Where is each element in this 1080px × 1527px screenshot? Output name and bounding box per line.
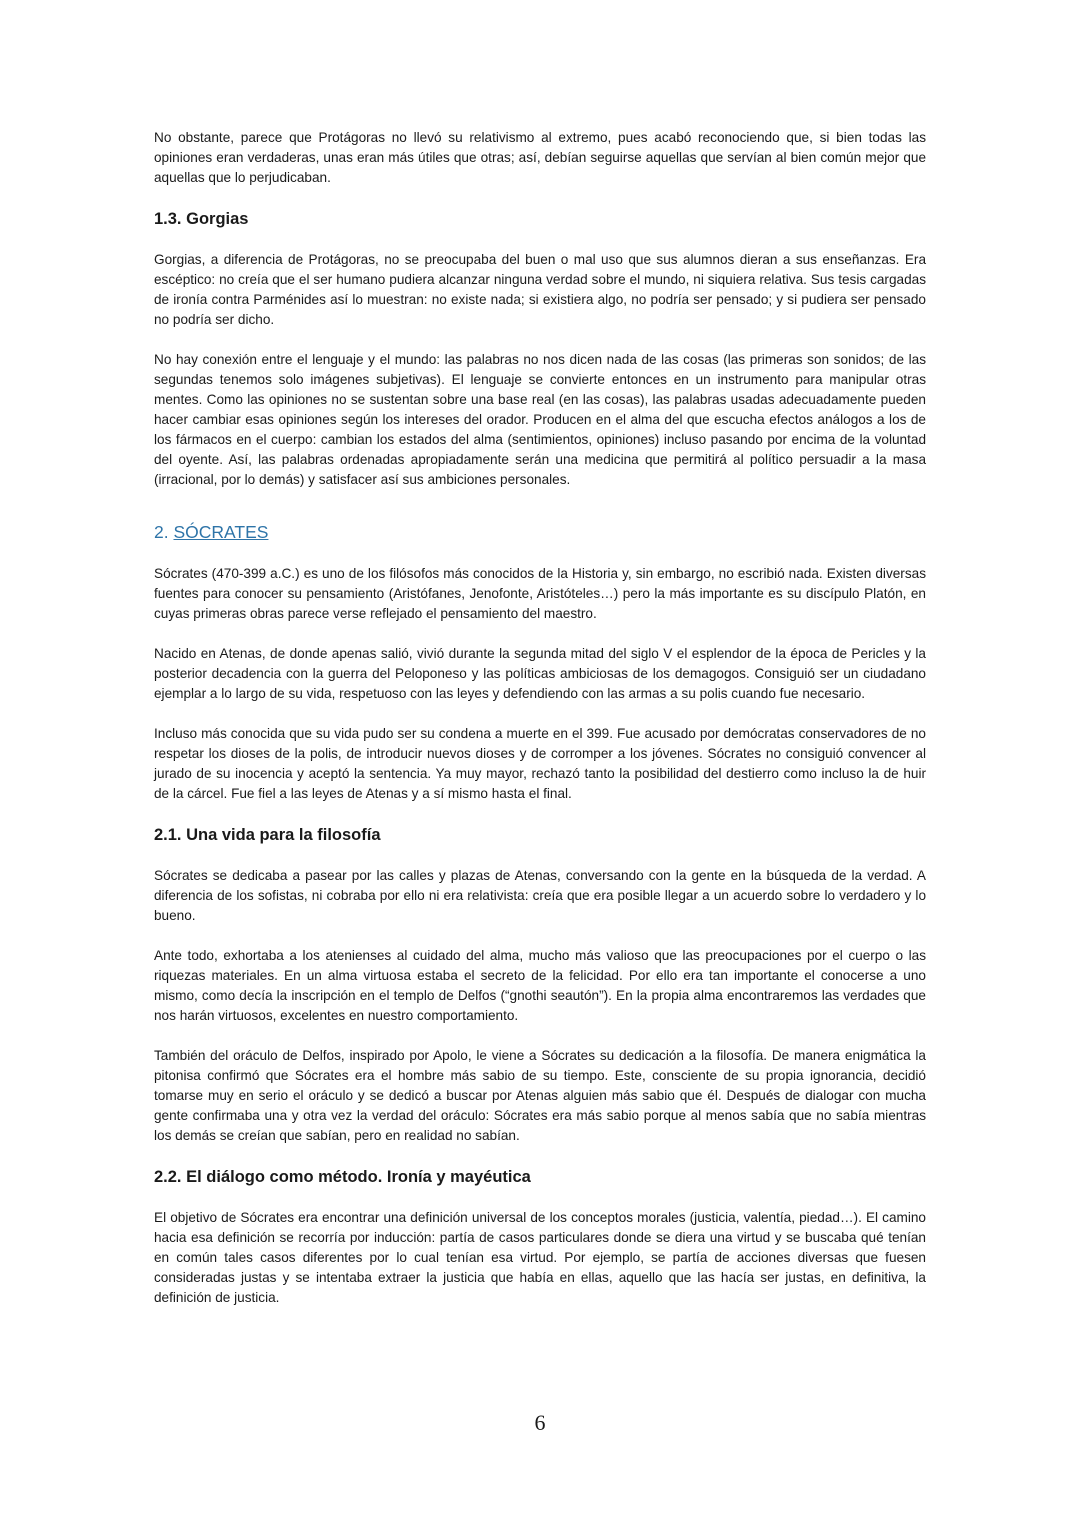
section-number: 2.: [154, 522, 169, 542]
paragraph-gorgias-1: Gorgias, a diferencia de Protágoras, no se preocupaba del buen o mal uso que sus alumnos dieran a sus enseñanzas. Era escéptico: no creía que el ser humano pudiera alcanzar ninguna verdad sobre el mundo, ni siquiera relativa. Sus tesis cargadas de ironía contra Parménides así lo muestran: no existe nada; si existiera algo, no podría ser pensado; y si pudiera ser pensado no podría ser dicho.: [154, 252, 926, 327]
section-heading-socrates: [154, 520, 926, 544]
paragraph-vida-2: Ante todo, exhortaba a los atenienses al cuidado del alma, mucho más valioso que las preocupaciones por el cuerpo o las riquezas materiales. En un alma virtuosa estaba el secreto de la felicidad. Por ello era tan importante el conocerse a uno mismo, como decía la inscripción en el templo de Delfos (“gnothi seautón”). En la propia alma encontraremos las verdades que nos harán virtuosos, excelentes en nuestro comportamiento.: [154, 948, 926, 1023]
paragraph-vida-3: También del oráculo de Delfos, inspirado por Apolo, le viene a Sócrates su dedicación a la filosofía. De manera enigmática la pitonisa confirmó que Sócrates era el hombre más sabio de su tiempo. Este, consciente de su propia ignorancia, decidió tomarse muy en serio el oráculo y se dedicó a buscar por Atenas alguien más sabio que él. Después de dialogar con mucha gente confirmaba una y otra vez la verdad del oráculo: Sócrates era más sabio porque al menos sabía que no sabía mientras los demás se creían que sabían, pero en realidad no sabían.: [154, 1048, 926, 1143]
paragraph-vida-1: Sócrates se dedicaba a pasear por las calles y plazas de Atenas, conversando con la gente en la búsqueda de la verdad. A diferencia de los sofistas, ni cobraba por ello ni era relativista: creía que era posible llegar a un acuerdo sobre lo verdadero y lo bueno.: [154, 868, 926, 923]
page-content: [154, 128, 926, 1328]
paragraph-gorgias-2: No hay conexión entre el lenguaje y el mundo: las palabras no nos dicen nada de las cosas (las primeras son sonidos; de las segundas tenemos solo imágenes subjetivas). El lenguaje se convierte entonces en un instrumento para manipular otras mentes. Como las opiniones no se sustentan sobre una base real (en las cosas), las palabras usadas adecuadamente pueden hacer cambiar esas opiniones según los intereses del orador. Producen en el alma del que escucha efectos análogos a los de los fármacos en el cuerpo: cambian los estados del alma (sentimientos, opiniones) incluso pasando por encima de la voluntad del oyente. Así, las palabras ordenadas apropiadamente serán una medicina que permitirá al político persuadir a la masa (irracional, por lo demás) y satisfacer así sus ambiciones personales.: [154, 352, 926, 487]
paragraph-socrates-3: Incluso más conocida que su vida pudo ser su condena a muerte en el 399. Fue acusado por demócratas conservadores de no respetar los dioses de la polis, de introducir nuevos dioses y de corromper a los jóvenes. Sócrates no consiguió convencer al jurado de su inocencia y aceptó la sentencia. Ya muy mayor, rechazó tanto la posibilidad del destierro como incluso la de huir de la cárcel. Fue fiel a las leyes de Atenas y a sí mismo hasta el final.: [154, 726, 926, 801]
paragraph-socrates-1: Sócrates (470-399 a.C.) es uno de los filósofos más conocidos de la Historia y, sin embargo, no escribió nada. Existen diversas fuentes para conocer su pensamiento (Aristófanes, Jenofonte, Aristóteles…) pero la más importante es su discípulo Platón, en cuyas primeras obras parece verse reflejado el pensamiento del maestro.: [154, 566, 926, 621]
heading-dialogo-metodo: 2.2. El diálogo como método. Ironía y mayéutica: [154, 1168, 531, 1186]
heading-vida-filosofia: 2.1. Una vida para la filosofía: [154, 826, 381, 844]
paragraph-socrates-2: Nacido en Atenas, de donde apenas salió, vivió durante la segunda mitad del siglo V el esplendor de la época de Pericles y la posterior decadencia con la guerra del Peloponeso y las políticas ambiciosas de los demagogos. Consiguió ser un ciudadano ejemplar a lo largo de su vida, respetuoso con las leyes y defendiendo con las armas a su polis cuando fue necesario.: [154, 646, 926, 701]
section-title-link[interactable]: SÓCRATES: [173, 522, 269, 542]
heading-gorgias: 1.3. Gorgias: [154, 210, 249, 228]
page-number: 6: [534, 1410, 546, 1435]
paragraph-dialogo-1: El objetivo de Sócrates era encontrar una definición universal de los conceptos morales (justicia, valentía, piedad…). El camino hacia esa definición se recorría por inducción: partía de casos particulares donde se diera una virtud y se buscaba qué tenían en común tales casos diferentes por lo cual tenían esa virtud. Por ejemplo, se partía de acciones diversas que fuesen consideradas justas y se intentaba extraer la justicia que había en ellas, aquello que las hacía ser justas, en definitiva, la definición de justicia.: [154, 1210, 926, 1305]
paragraph-intro: No obstante, parece que Protágoras no llevó su relativismo al extremo, pues acabó reconociendo que, si bien todas las opiniones eran verdaderas, unas eran más útiles que otras; así, debían seguirse aquellas que servían al bien común mejor que aquellas que lo perjudicaban.: [154, 130, 926, 185]
